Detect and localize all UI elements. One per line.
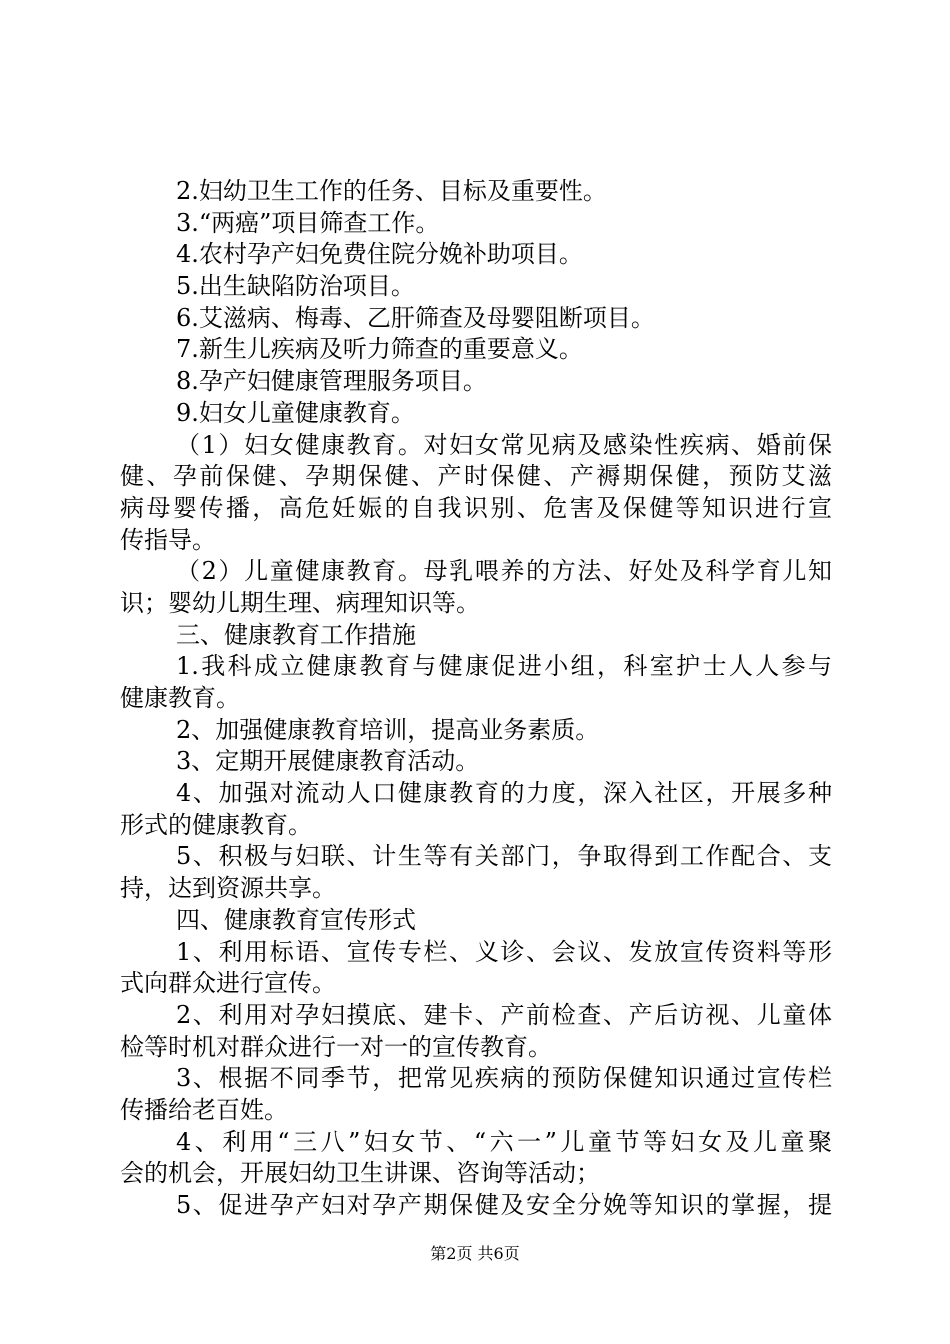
text-line: 4.农村孕产妇免费住院分娩补助项目。 xyxy=(176,240,583,269)
text-line: 2.妇幼卫生工作的任务、目标及重要性。 xyxy=(176,177,607,205)
text-line: 1.我科成立健康教育与健康促进小组，科室护士人人参与 xyxy=(176,652,832,681)
text-line: 1、利用标语、宣传专栏、义诊、会议、发放宣传资料等形 xyxy=(176,937,832,966)
text-line: 形式的健康教育。 xyxy=(120,810,312,839)
text-line: 持，达到资源共享。 xyxy=(120,874,336,903)
text-line: 6.艾滋病、梅毒、乙肝筛查及母婴阻断项目。 xyxy=(176,303,655,332)
page-footer: 第2页 共6页 xyxy=(430,1244,520,1263)
text-line: 会的机会，开展妇幼卫生讲课、咨询等活动； xyxy=(120,1159,600,1188)
text-line: 识；婴幼儿期生理、病理知识等。 xyxy=(120,588,480,617)
text-line: （2）儿童健康教育。母乳喂养的方法、好处及科学育儿知 xyxy=(176,557,832,586)
text-line: 3、根据不同季节，把常见疾病的预防保健知识通过宣传栏 xyxy=(176,1064,832,1093)
text-line: 式向群众进行宣传。 xyxy=(120,969,336,998)
text-line: 5.出生缺陷防治项目。 xyxy=(176,272,415,301)
text-line: 2、加强健康教育培训，提高业务素质。 xyxy=(176,715,600,744)
text-line: 2、利用对孕妇摸底、建卡、产前检查、产后访视、儿童体 xyxy=(176,1000,832,1029)
text-line: 四、健康教育宣传形式 xyxy=(176,905,416,934)
text-line: 9.妇女儿童健康教育。 xyxy=(176,398,415,427)
document-body xyxy=(120,176,832,1222)
text-line: 健康教育。 xyxy=(120,684,240,712)
text-line: 5、促进孕产妇对孕产期保健及安全分娩等知识的掌握，提 xyxy=(176,1191,832,1219)
text-line: 健、孕前保健、孕期保健、产时保健、产褥期保健，预防艾滋 xyxy=(120,462,832,491)
text-line: 传指导。 xyxy=(120,525,216,554)
text-line: 4、利用“三八”妇女节、“六一”儿童节等妇女及儿童聚 xyxy=(176,1127,832,1156)
text-line: 7.新生儿疾病及听力筛查的重要意义。 xyxy=(176,335,583,364)
text-line: 传播给老百姓。 xyxy=(120,1095,288,1124)
text-line: 4、加强对流动人口健康教育的力度，深入社区，开展多种 xyxy=(176,779,832,808)
text-line: 3、定期开展健康教育活动。 xyxy=(176,747,480,776)
text-line: 3.“两癌”项目筛查工作。 xyxy=(176,208,440,237)
text-line: 检等时机对群众进行一对一的宣传教育。 xyxy=(120,1032,552,1061)
text-line: 8.孕产妇健康管理服务项目。 xyxy=(176,367,487,396)
text-line: 5、积极与妇联、计生等有关部门，争取得到工作配合、支 xyxy=(176,842,832,871)
text-line: （1）妇女健康教育。对妇女常见病及感染性疾病、婚前保 xyxy=(176,430,832,459)
text-line: 病母婴传播，高危妊娠的自我识别、危害及保健等知识进行宣 xyxy=(120,493,832,522)
text-line: 三、健康教育工作措施 xyxy=(176,620,416,649)
